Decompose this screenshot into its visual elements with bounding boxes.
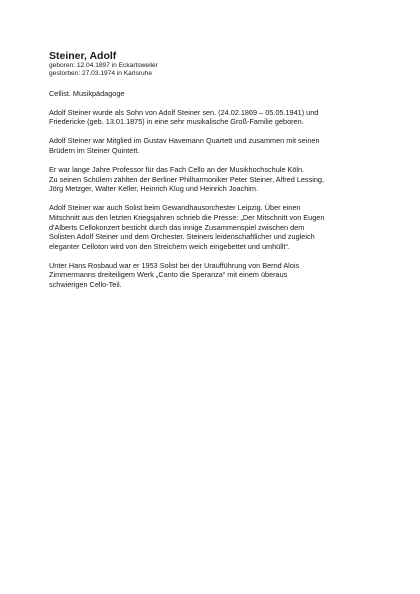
profession-line: Cellist. Musikpädagoge — [49, 88, 125, 98]
paragraph-ensembles: Adolf Steiner war Mitglied im Gustav Havemann Quartett und zusammen mit seinen Brüdern im Steiner Quintett. — [49, 136, 320, 155]
spacer — [49, 79, 379, 89]
spacer — [49, 127, 379, 137]
spacer — [49, 194, 379, 204]
death-info: gestorben: 27.03.1974 in Karlsruhe — [49, 70, 153, 78]
person-name-title: Steiner, Adolf — [49, 50, 117, 62]
document-page — [49, 50, 379, 290]
paragraph-teaching: Er war lange Jahre Professor für das Fach Cello an der Musikhochschule Köln. Zu seinen Schülern zählten der Berliner Philharmoniker Peter Steiner, Alfred Lessing, Jörg Metzger, Walter Keller, Heinrich Klug und Heinrich Joachim. — [49, 165, 324, 194]
paragraph-soloist: Adolf Steiner war auch Solist beim Gewandhausorchester Leipzig. Über einen Mitschnitt aus den letzten Kriegsjahren schrieb die Presse: „Der Mitschnitt von Eugen d'Alberts Cellokonzert besticht durch das innige Zusammenspiel zwischen dem Solisten Adolf Steiner und dem Orchester. Steiners leidenschaftlicher und zugleich eleganter Celloton wird von den Streichern weich eingebettet und umhüllt“. — [49, 203, 325, 251]
spacer — [49, 98, 379, 108]
birth-info: geboren: 12.04.1897 in Eckartsweiler — [49, 62, 158, 69]
spacer — [49, 156, 379, 166]
paragraph-family: Adolf Steiner wurde als Sohn von Adolf Steiner sen. (24.02.1869 – 05.05.1941) und Friedericke (geb. 13.01.1875) in eine sehr musikalische Groß-Familie geboren. — [49, 107, 319, 127]
paragraph-premiere: Unter Hans Rosbaud war er 1953 Solist bei der Uraufführung von Bernd Alois Zimmermanns dreiteiligem Werk „Canto die Speranza“ mit einem überaus schwierigen Cello-Teil. — [49, 260, 300, 289]
spacer — [49, 251, 379, 261]
